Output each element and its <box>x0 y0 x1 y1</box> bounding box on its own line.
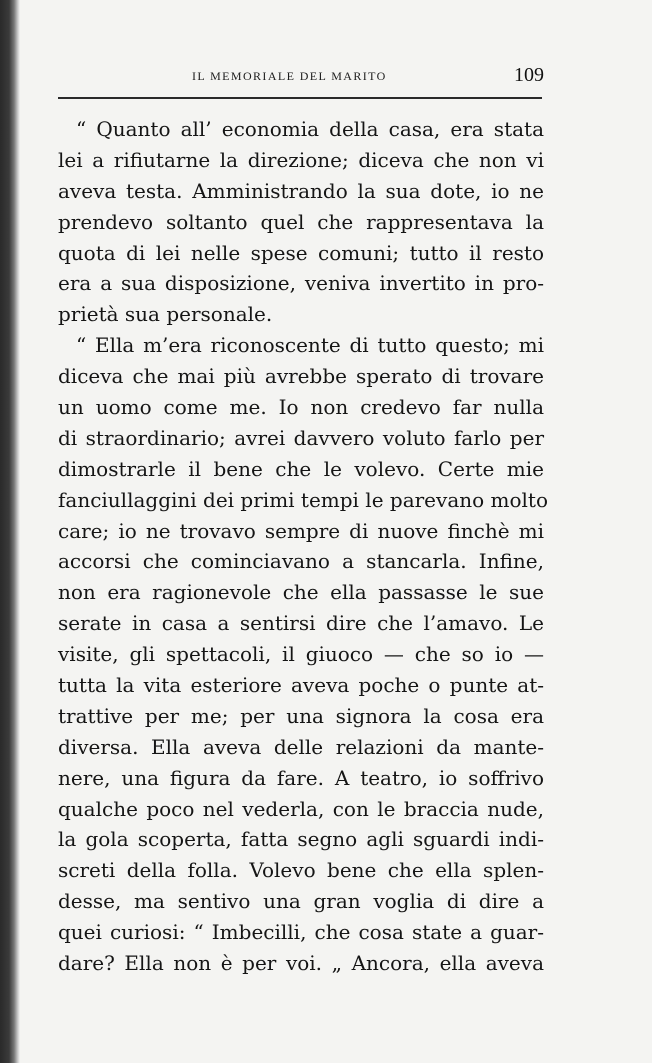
text-line: diversa. Ella aveva delle relazioni da mante- <box>58 734 544 759</box>
text-line: fanciullaggini dei primi tempi le parevano molto <box>58 487 548 512</box>
text-line: lei a rifiutarne la direzione; diceva che non vi <box>58 147 544 172</box>
text-line: serate in casa a sentirsi dire che l’amavo. Le <box>58 611 544 636</box>
text-line: desse, ma sentivo una gran voglia di dire a <box>58 889 544 914</box>
text-line: trattive per me; per una signora la cosa era <box>58 703 544 728</box>
page-header <box>58 64 546 86</box>
text-line: era a sua disposizione, veniva invertito in pro- <box>58 271 544 296</box>
book-page <box>58 0 546 1063</box>
text-line: nere, una figura da fare. A teatro, io soffrivo <box>58 765 544 790</box>
text-line: dimostrarle il bene che le volevo. Certe mie <box>58 456 544 481</box>
text-line: quei curiosi: “ Imbecilli, che cosa state a guar- <box>58 920 544 945</box>
header-rule <box>58 97 542 99</box>
text-line: non era ragionevole che ella passasse le sue <box>58 580 544 605</box>
body-text <box>58 114 548 979</box>
text-line: accorsi che cominciavano a stancarla. Infine, <box>58 549 544 574</box>
running-title: IL MEMORIALE DEL MARITO <box>192 69 387 83</box>
text-line: di straordinario; avrei davvero voluto farlo per <box>58 425 544 450</box>
text-line: “ Quanto all’ economia della casa, era stata <box>76 117 544 141</box>
text-line: dare? Ella non è per voi. „ Ancora, ella aveva <box>58 951 544 976</box>
text-line: prendevo soltanto quel che rappresentava la <box>58 209 544 234</box>
text-line: prietà sua personale. <box>58 302 273 327</box>
text-line: qualche poco nel vederla, con le braccia nude, <box>58 796 544 821</box>
text-line: care; io ne trovavo sempre di nuove finchè mi <box>58 518 544 543</box>
book-spine-shadow <box>0 0 20 1063</box>
text-line: screti della folla. Volevo bene che ella splen- <box>58 858 544 883</box>
text-line: visite, gli spettacoli, il giuoco — che so io — <box>58 642 544 667</box>
text-line: tutta la vita esteriore aveva poche o punte at- <box>58 673 544 698</box>
page-number: 109 <box>514 64 544 86</box>
text-line: la gola scoperta, fatta segno agli sguardi indi- <box>58 827 544 852</box>
text-line: diceva che mai più avrebbe sperato di trovare <box>58 364 544 389</box>
text-line: “ Ella m’era riconoscente di tutto questo; mi <box>76 333 544 358</box>
text-line: quota di lei nelle spese comuni; tutto il resto <box>58 240 544 265</box>
text-line: un uomo come me. Io non credevo far nulla <box>58 395 544 420</box>
text-line: aveva testa. Amministrando la sua dote, io ne <box>58 178 544 203</box>
